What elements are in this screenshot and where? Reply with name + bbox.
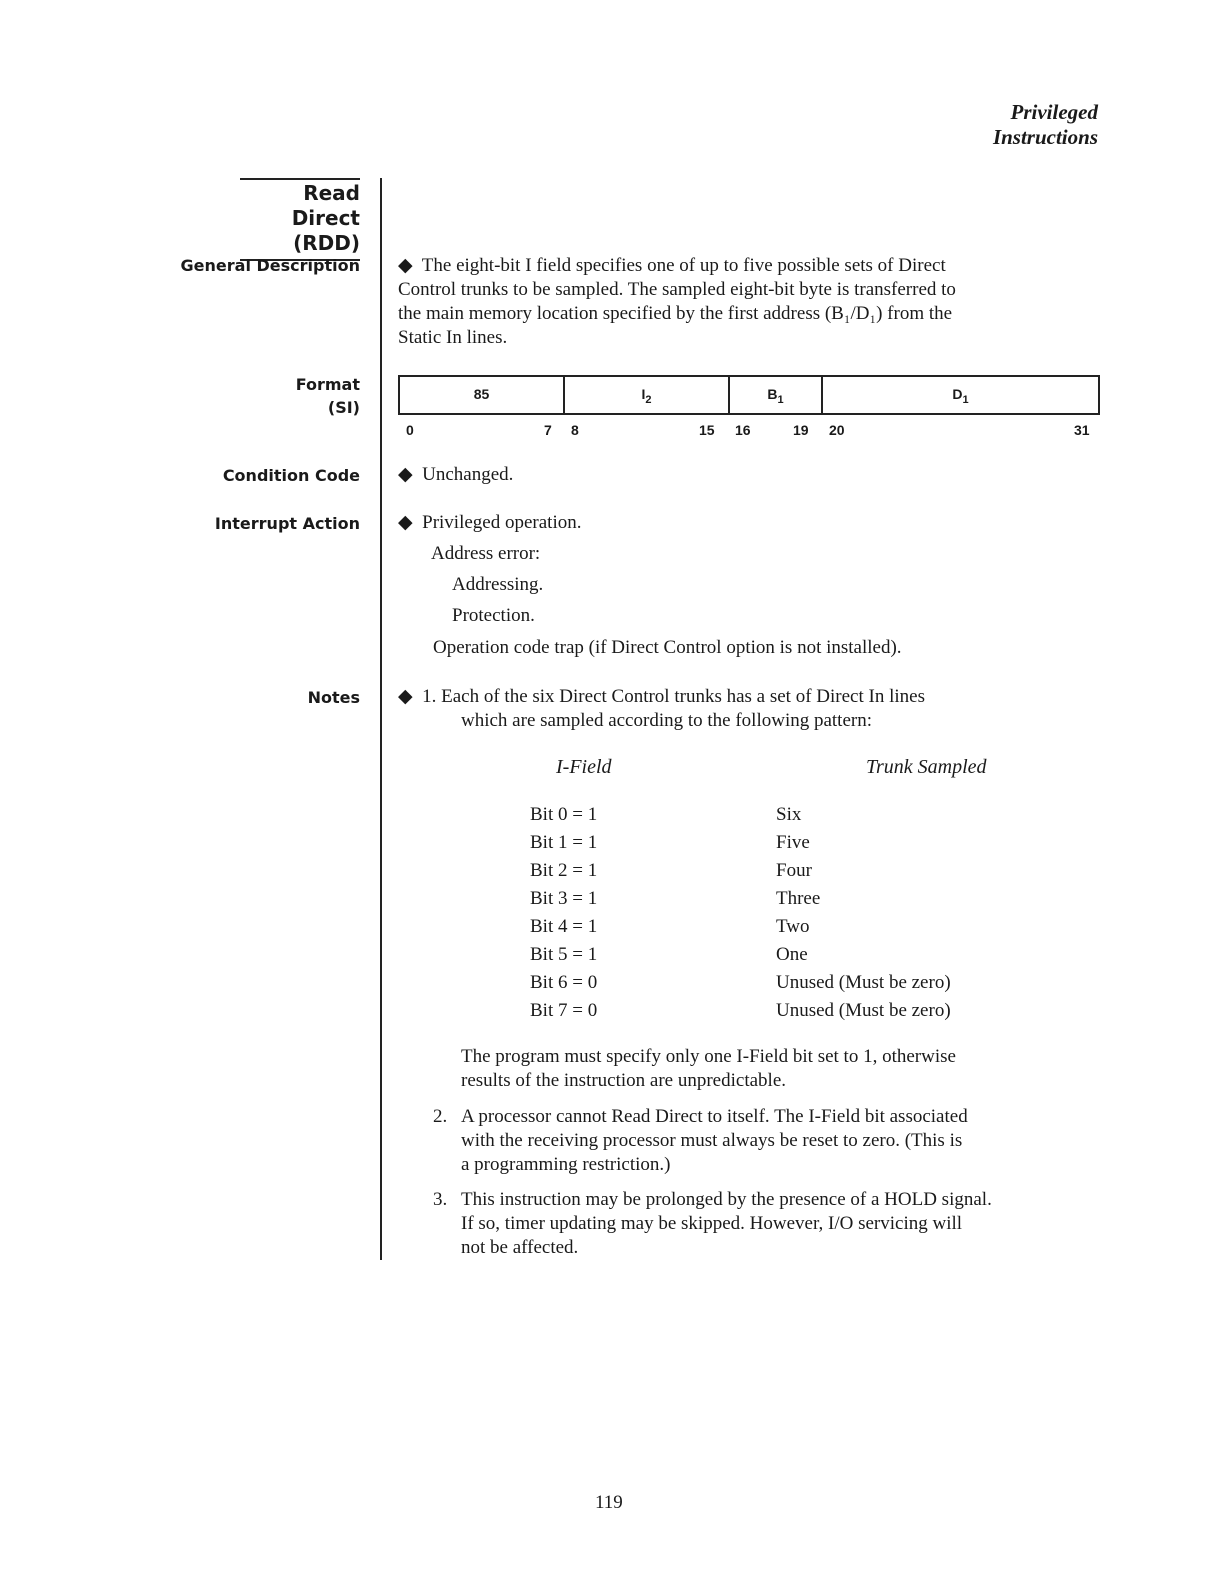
note2-line: A processor cannot Read Direct to itself. The I-Field bit associated [461, 1106, 968, 1127]
table-cell-bit: Bit 0 = 1 [530, 804, 598, 825]
table-col-trunks [776, 801, 951, 1025]
interrupt-action-line2: Address error: [431, 543, 541, 564]
note1-after-line: The program must specify only one I-Field bit set to 1, otherwise [461, 1046, 956, 1067]
bit-number: 15 [699, 422, 715, 438]
label-interrupt-action: Interrupt Action [214, 514, 360, 533]
table-header-trunk: Trunk Sampled [866, 756, 987, 778]
table-cell-bit: Bit 7 = 0 [530, 1000, 598, 1021]
diamond-bullet-icon: ◆ [398, 255, 413, 276]
table-cell-trunk: Three [776, 888, 821, 909]
table-cell-bit: Bit 3 = 1 [530, 888, 598, 909]
title-line1: Read Direct [291, 181, 360, 230]
note1-after-line: results of the instruction are unpredictable. [461, 1070, 787, 1091]
table-cell-trunk: Unused (Must be zero) [776, 972, 951, 993]
general-description-line: The eight-bit I field specifies one of up to five possible sets of Direct [421, 255, 946, 276]
note3-line: If so, timer updating may be skipped. However, I/O servicing will [461, 1213, 963, 1234]
table-cell-trunk: Two [776, 916, 810, 937]
bit-number: 20 [829, 422, 845, 438]
interrupt-action-line3: Addressing. [452, 574, 544, 595]
table-cell-trunk: Five [776, 832, 810, 853]
note2-line: with the receiving processor must always be reset to zero. (This is [461, 1130, 963, 1151]
note3-line: not be affected. [461, 1237, 579, 1258]
note3-line: This instruction may be prolonged by the presence of a HOLD signal. [461, 1189, 992, 1210]
interrupt-action-line4: Protection. [452, 605, 535, 626]
note2-line: a programming restriction.) [461, 1154, 671, 1175]
diamond-bullet-icon: ◆ [398, 686, 413, 707]
title-line2: (RDD) [293, 231, 360, 255]
bit-number: 16 [735, 422, 751, 438]
interrupt-action-line1: ◆ Privileged operation. [398, 512, 582, 533]
table-cell-trunk: Four [776, 860, 812, 881]
running-head-line1: Privileged [1010, 100, 1098, 124]
table-cell-bit: Bit 1 = 1 [530, 832, 598, 853]
condition-code-text: ◆ Unchanged. [398, 464, 514, 485]
table-col-bits [530, 801, 597, 1025]
table-cell-bit: Bit 4 = 1 [530, 916, 598, 937]
general-description-line: Control trunks to be sampled. The sampled eight-bit byte is transferred to [398, 279, 956, 300]
table-header-ifield: I-Field [556, 756, 612, 778]
format-field-d1: $D_1$ [952, 386, 969, 406]
running-head [993, 100, 1098, 150]
table-cell-trunk: Unused (Must be zero) [776, 1000, 951, 1021]
note2-number: 2. [433, 1106, 448, 1127]
interrupt-action-line5: Operation code trap (if Direct Control option is not installed). [433, 637, 902, 658]
table-cell-trunk: One [776, 944, 808, 965]
label-format-line2: (SI) [327, 398, 360, 417]
bit-number: 0 [406, 422, 414, 438]
table-cell-bit: Bit 6 = 0 [530, 972, 598, 993]
general-description-line: Static In lines. [398, 327, 508, 348]
label-notes: Notes [307, 688, 360, 707]
general-description [398, 254, 1108, 350]
format-field-b1: $B_1$ [730, 377, 823, 413]
table-cell-bit: Bit 5 = 1 [530, 944, 598, 965]
note3-number: 3. [433, 1189, 448, 1210]
note1-line2: which are sampled according to the following pattern: [461, 710, 873, 731]
column-divider [380, 178, 382, 1260]
diamond-bullet-icon: ◆ [398, 512, 413, 533]
diamond-bullet-icon: ◆ [398, 464, 413, 485]
note1-line1: ◆ 1. Each of the six Direct Control trunks has a set of Direct In lines [398, 686, 925, 707]
label-format-line1: Format [295, 375, 360, 394]
table-cell-trunk: Six [776, 804, 802, 825]
running-head-line2: Instructions [992, 125, 1098, 149]
format-field-i2: $I_2$ [565, 377, 730, 413]
bit-number: 7 [544, 422, 552, 438]
label-format [296, 373, 360, 419]
bit-number: 8 [571, 422, 579, 438]
format-field-opcode: 85 [400, 377, 565, 413]
page-number: 119 [595, 1492, 623, 1513]
note2-text [461, 1105, 968, 1177]
table-cell-bit: Bit 2 = 1 [530, 860, 598, 881]
note3-text [461, 1188, 992, 1260]
label-general-description: General Description [180, 256, 360, 275]
instruction-title [240, 178, 360, 261]
bit-number: 19 [793, 422, 809, 438]
note1-after [461, 1045, 956, 1093]
bit-number: 31 [1074, 422, 1090, 438]
general-description-line: the main memory location specified by the first address (B₁/D₁) from the [398, 303, 953, 324]
instruction-format-diagram [398, 375, 1100, 415]
label-condition-code: Condition Code [222, 466, 360, 485]
